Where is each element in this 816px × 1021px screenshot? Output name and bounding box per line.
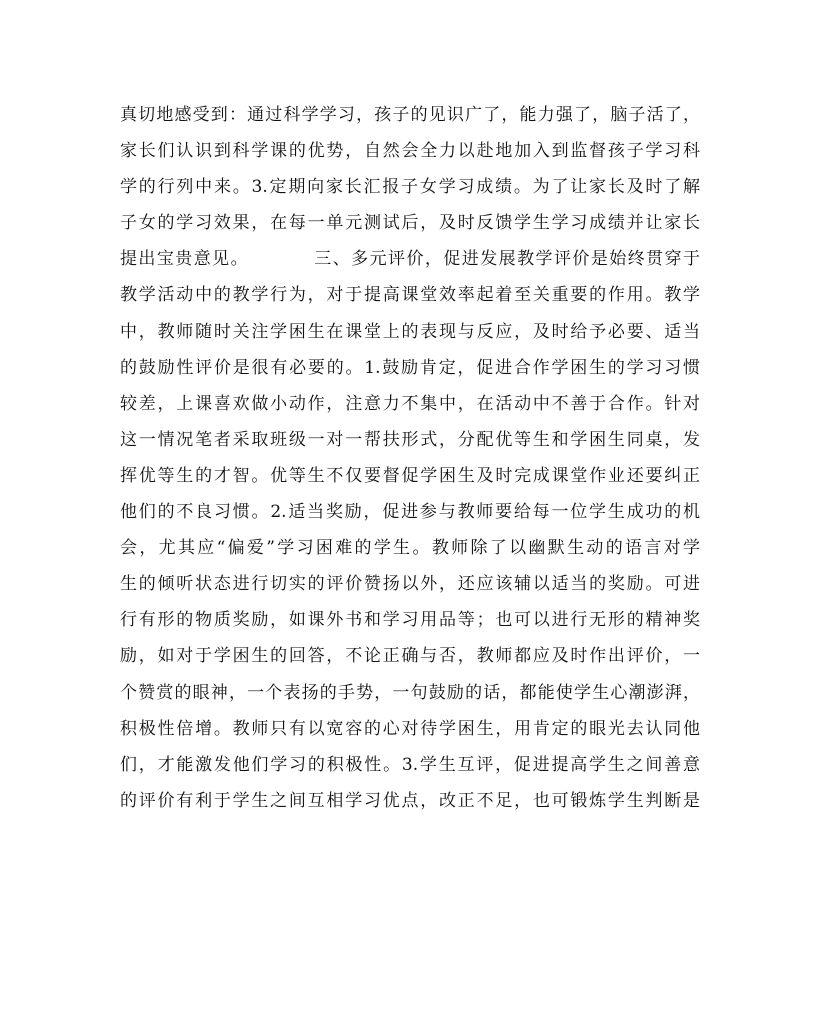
text-line: 积极性倍增。教师只有以宽容的心对待学困生，用肯定的眼光去认同他 [120,718,700,739]
text-line: 教学活动中的教学行为，对于提高课堂效率起着至关重要的作用。教学 [120,285,700,306]
text-line: 会，尤其应“偏爱”学习困难的学生。教师除了以幽默生动的语言对学 [120,538,700,559]
text-line: 生的倾听状态进行切实的评价赞扬以外，还应该辅以适当的奖励。可进 [120,574,700,595]
text-line: 较差，上课喜欢做小动作，注意力不集中，在活动中不善于合作。针对 [120,393,700,414]
text-line: 家长们认识到科学课的优势，自然会全力以赴地加入到监督孩子学习科 [120,141,700,162]
text-line: 这一情况笔者采取班级一对一帮扶形式，分配优等生和学困生同桌，发 [120,429,700,450]
text-line: 个赞赏的眼神，一个表扬的手势，一句鼓励的话，都能使学生心潮澎湃， [120,682,700,703]
text-line: 的评价有利于学生之间互相学习优点，改正不足，也可锻炼学生判断是 [120,790,700,811]
text-line: 中，教师随时关注学困生在课堂上的表现与反应，及时给予必要、适当 [120,321,700,342]
text-line: 提出宝贵意见。 三、多元评价，促进发展教学评价是始终贯穿于 [120,249,700,270]
text-line: 的鼓励性评价是很有必要的。1.鼓励肯定，促进合作学困生的学习习惯 [120,357,700,378]
text-line: 励，如对于学困生的回答，不论正确与否，教师都应及时作出评价，一 [120,646,700,667]
text-line: 学的行列中来。3.定期向家长汇报子女学习成绩。为了让家长及时了解 [120,177,700,198]
text-line: 们，才能激发他们学习的积极性。3.学生互评，促进提高学生之间善意 [120,754,700,775]
body-text [120,97,700,819]
text-line: 行有形的物质奖励，如课外书和学习用品等；也可以进行无形的精神奖 [120,610,700,631]
text-line: 子女的学习效果，在每一单元测试后，及时反馈学生学习成绩并让家长 [120,213,700,234]
text-line: 挥优等生的才智。优等生不仅要督促学困生及时完成课堂作业还要纠正 [120,465,700,486]
text-line: 真切地感受到：通过科学学习，孩子的见识广了，能力强了，脑子活了， [120,105,700,125]
text-line: 他们的不良习惯。2.适当奖励，促进参与教师要给每一位学生成功的机 [120,502,700,523]
